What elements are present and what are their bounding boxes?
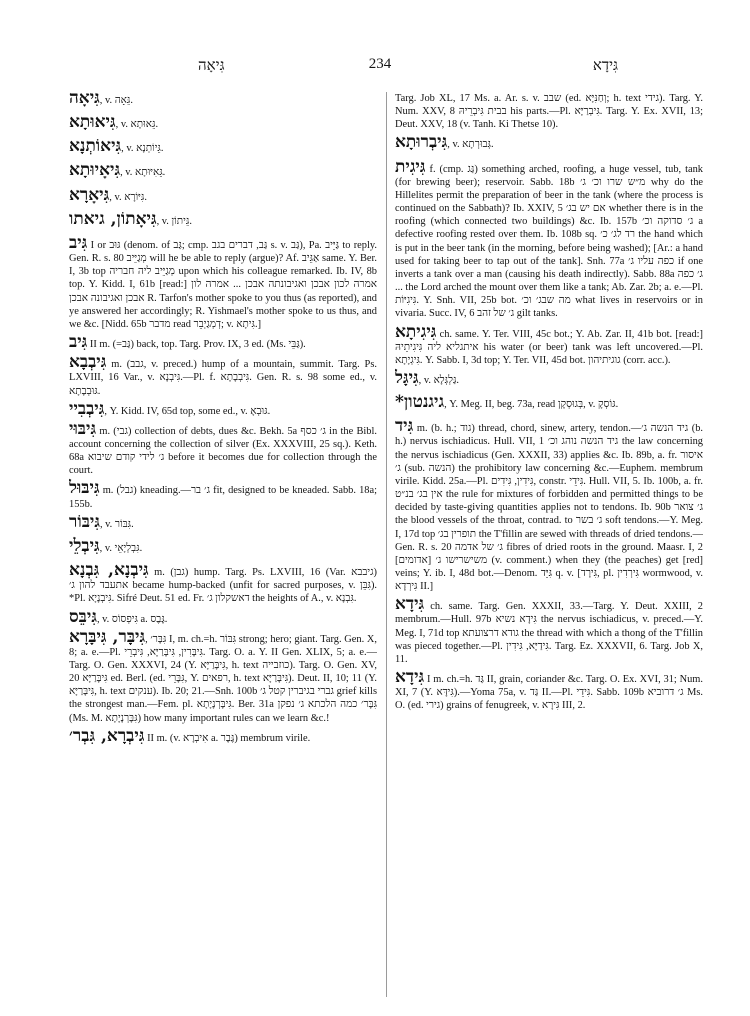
headword: גִּיבּוּל	[69, 478, 100, 499]
dictionary-entry	[69, 535, 377, 556]
entry-text: ch. same. Y. Ter. VIII, 45c bot.; Y. Ab. Zar. II, 41b bot. [read:] איתגליא ליה גִּיגִיתֵיהּ his water (or beer) tank was left uncovered.—Pl. גִּיגְיָתָא. Y. Sabb. I, 3d top; Y. Ter. VII, 45d bot. גוגיתיהון (corr. acc.).	[395, 328, 703, 366]
headword: גִּיב	[69, 332, 88, 353]
headword: גִּיבְנָא, גִּבְנָא	[69, 560, 149, 581]
entry-text: , v. גֵּיתוֹן.	[156, 215, 192, 227]
headword: גִּיבָּר, גִּיבָּרָא	[69, 626, 146, 647]
headword: גִּיבּוּי	[69, 418, 97, 439]
dictionary-entry	[69, 208, 377, 229]
dictionary-entry	[69, 560, 377, 605]
headword: גִּיבֵּס	[69, 606, 97, 627]
entry-text: , v. גְּבוּרְתָא.	[447, 139, 494, 151]
entry-text: f. (cmp. גַּג) something arched, roofing, a huge vessel, tub, tank (for brewing beer); reservoir. Sabb. 18b מ״ש שרו וכ׳ ג׳ why do the Hillelites permit the preparation of beer in the tank (where the process is continued on the Sabbath)? Ib. XXIV, 5 אם יש בג׳ whether there is in the roofing (which connected two buildings) &c. Ib. 157b ג׳ סדוקה וכ׳ a defective roofing rested over them. Ib. 108b sq. רד לג׳ כ׳ the hand which is put in the beer tank (in the morning, before being washed); [Ar.: a hand used for taking beer to tap out of the tank]. Snh. 77a כפה עליו ג׳ if one inverts a tank over a man (causing his death indirectly). Sabb. 88a ג׳ כפה ... the Lord arched the mount over them like a tank; Ab. Zar. 2b; a. e.—Pl. גִּיגִיּוֹת. Y. Snh. VII, 25b bot. מה שבג׳ וכ׳ what lives in reservoirs or in vivaria. Succ. IV, 6 ג׳ של זהב gilt tanks.	[395, 163, 703, 320]
entry-text: , v. גֵּאוּתָא.	[115, 119, 159, 131]
dictionary-entry	[69, 478, 377, 510]
headword: גִּיב	[69, 232, 88, 253]
headword: גִּיגָּל	[395, 367, 419, 388]
dictionary-entry	[395, 594, 703, 666]
entry-text: ch. same. Targ. Gen. XXXII, 33.—Targ. Y. Deut. XXIII, 2 membrum.—Hull. 97b גִּידָא נשיא the nervus ischiadicus, v. preced.—Y. Meg. I, 71d top גודא דרצועתא the thread with which a thong of the T'fillin was pieced together.—Pl. גִּידַיָּא, גִּידִין. Targ. Ez. XXXVII, 6. Targ. Job X, 11.	[395, 601, 703, 665]
headword: גִּיבְבִיי	[69, 398, 105, 419]
headword: גִּיאָרָא	[69, 184, 110, 205]
headword: גִּיבְבָא	[69, 352, 107, 373]
entry-text: m. (גבי) collection of debts, dues &c. Bekh. 5a ג׳ כסף in the Bibl. account concerning the collection of silver (Ex. XXXVIII, 25 sq.). Keth. 68a ג׳ לידי קודם שיבוא before it becomes due for collection through the court.	[69, 425, 377, 477]
headword: גִּיאוּתָא	[69, 112, 116, 133]
headword: גִּיגִית	[395, 156, 426, 177]
entry-text: II m. (v. אִיבְרָא a. גֶּבֶר) membrum virile.	[147, 732, 311, 744]
dictionary-entry	[69, 725, 377, 746]
headword: גיגנטון*	[395, 392, 445, 413]
entry-text: m. (גבב, v. preced.) hump of a mountain, summit. Targ. Ps. LXVIII, 16 Var., v. גִּיבְנָא.—Pl. f. גִּיבְבָתָא. Gen. R. s. 98 some ed., v. גּוּבְבָתָא.	[69, 359, 377, 397]
dictionary-entry	[395, 367, 703, 388]
dictionary-entry	[395, 132, 703, 153]
page-header	[80, 54, 680, 76]
entry-text: , Y. Meg. II, beg. 73a, read בְּגוּסְקָן, v. גּוֹסְקָ.	[444, 399, 619, 411]
entry-text: , v. גֵּיוֹתְנָא.	[121, 143, 164, 155]
headword: גִּיבְלֵי	[69, 535, 100, 556]
dictionary-entry	[69, 511, 377, 532]
dictionary-entry	[69, 112, 377, 133]
entry-text: Targ. Job XL, 17 Ms. a. Ar. s. v. שבב (ed. וְחַנִּיָּא; h. text גידי). Targ. Y. Num. XXV, 8 בבית גִּיבְרֵיהּ his parts.—Pl. גִּיבְרַיָּא. Targ. Y. Ex. XVII, 13; Deut. XXV, 18 (v. Tanh. Ki Thetse 10).	[395, 93, 703, 131]
entry-text: , Y. Kidd. IV, 65d top, some ed., v. גּוּבְאָ.	[104, 405, 271, 417]
headword: גִּיבְרָא, גִּבְר׳	[69, 725, 145, 746]
dictionary-entry	[69, 418, 377, 478]
left-column	[69, 92, 377, 997]
header-right-word: גִּידָא	[592, 56, 618, 74]
dictionary-entry	[395, 416, 703, 593]
dictionary-entry	[69, 352, 377, 397]
dictionary-entry	[69, 184, 377, 205]
dictionary-entry	[69, 398, 377, 419]
entry-text: m. (b. h.; גוד) thread, chord, sinew, artery, tendon.—גיד הנשה ג׳ (b. h.) nervus ischiadicus. Hull. VII, 1 גיד הנשה נוהג וכ׳ the law concerning the nervus ischiadicus (Gen. XXXII, 33) applies &c. Ib. 89b, a. fr. איסור ג׳ (sub. הנשה) the prohibitory law concerning &c.—Euphem. membrum virile. Kidd. 25a.—Pl. גִּידִין, גִּידִים, constr. גִּידֵי. Hull. VII, 5. Ib. 100b, a. fr. אין בג׳ בנ״ט the rule for mixtures of forbidden and permitted things to be decided by taste-giving quantities applies not to tendons. Ib. 90b ג׳ צואר the blood vessels of the throat, contrad. to ג׳ בשר soft tendons.—Y. Meg. I, 17d top תופרין בג׳ the T'fillin are sewed with threads of dried tendons.—Gen. R. s. 20 ג׳ של אדמה fibres of dried roots in the ground. Maasr. I, 2 משישרישו ג׳ [אדומים] (v. comment.) when they (the peaches) get [red] veins; Y. ib. I, 48d bot.—Denom. גִּיֵּד q. v. [גִּירָד, pl. גִּירְדִין wormwood, v. גִּירְדָא II.]	[395, 423, 703, 593]
right-column	[395, 92, 703, 997]
column-divider	[386, 92, 387, 997]
headword: גִּיאָתוֹן, גיאתו	[69, 208, 157, 229]
entry-text: , v. גִּבְלְיָאֵי.	[99, 542, 143, 554]
entry-text: I or גּוּב (denom. of גַּב; cmp. גַּב, דברים בגב s. v. גַּב), Pa. גַּיֵּיב to reply. Gen. R. s. 80 מְגַיֵּיב will he be able to reply (argue)? Af. אַגֵּיב same. Y. Ber. I, 3b top מְגַיֵּיב ליה חבריה upon which his colleague remarked. Ib. IV, 8b top. Y. Kidd. I, 61b [read:] אמרה לכון אבכן ואגיבונתה אבכן ... אמרה לון אבכן ואגיבונה אבכן R. Tarfon's mother spoke to you thus (as reported), and ye answered her accordingly; R. Yishmael's mother spoke to us thus, and we &c. [Nidd. 65b מדבר read דְמְגַיְבֵר; v. גִּיתָא.]	[69, 239, 377, 330]
headword: גִּיאָה	[69, 92, 100, 108]
dictionary-entry	[395, 92, 703, 131]
dictionary-entry	[69, 136, 377, 157]
dictionary-entry	[395, 321, 703, 367]
headword: גִּיגִיתָא	[395, 321, 437, 342]
entry-text: , גִּבָּר׳ I, m. ch.=h. גִּבּוֹר strong; hero; giant. Targ. Gen. X, 8; a. e.—Pl. גִּיבָּרִין, גִּיבָּרַיָּא, גִּיבְרֵי. Targ. O. a. Y. II Gen. XLIX, 5; a. e.—Targ. O. Gen. XXXVI, 24 (Y. גִּיבָּרַיָּא, h. text כוזבייה). Targ. O. Gen. XV, 20 גִּיבָּרַיָּא ed. Berl. (ed. גִּבָּרֵי, Y. רפאים, h. text גִּיבָּרַיָּא). Deut. II, 10; 11 (Y. גִּיבָּרַיָּא, h. text ענקים). Ib. 20; 21.—Snh. 100b גברי בגיברין קטל ג׳ grief kills the strongest man.—Fem. pl. גִּיבָּרְנָיָתָא. Ber. 31a גִּבָּר׳ כמה הלכתא ג׳ נפקן (Ms. M. גִּבָּרְנָיָתָא) how many important rules can we learn &c.!	[69, 633, 377, 724]
headword: גִּיאוֹתְנָא	[69, 136, 122, 157]
dictionary-entry	[395, 156, 703, 321]
headword: גִּידָא	[395, 667, 425, 688]
dictionary-entry	[395, 667, 703, 712]
dictionary-entry	[69, 160, 377, 181]
dictionary-entry	[395, 392, 703, 413]
headword: גִּיבְרוּתָא	[395, 132, 448, 153]
dictionary-entry	[69, 332, 377, 353]
dictionary-entry	[69, 232, 377, 331]
entry-text: , v. גַּלְגְּלָא.	[418, 374, 459, 386]
headword: גִּיד	[395, 416, 414, 437]
page-number: 234	[368, 56, 392, 72]
headword: גִּיבּוֹר	[69, 511, 100, 532]
entry-text: m. (גבל) kneading.—ג׳ בר fit, designed to be kneaded. Sabb. 18a; 155b.	[69, 485, 377, 510]
entry-text: m. (גבן) hump. Targ. Ps. LXVIII, 16 (Var. גיבבא) אתעבד להון ג׳ became hump-backed (unfit for sacred purposes, v. גִּבֵּן). *Pl. גִּיבְנָיָא. Sifré Deut. 51 ed. Fr. דאשקלון ג׳ the heights of A., v. גִּבְנָא.	[69, 567, 377, 605]
headword: גִּידָא	[395, 594, 425, 615]
header-left-word: גִּיאָה	[198, 56, 225, 74]
entry-text: I m. ch.=h. גַּד II, grain, coriander &c. Targ. O. Ex. XVI, 31; Num. XI, 7 (Y. גִּידָּא).—Yoma 75a, v. גַּד II.—Pl. גִּידֵי. Sabb. 109b ג׳ דרוביא Ms. O. (ed. גירי) grains of fenugreek, v. גִּירָא III, 2.	[395, 674, 703, 712]
entry-text: , v. גֵּאִיּוּתָא.	[120, 167, 166, 179]
entry-text: , v. גִּבּוֹר.	[99, 518, 134, 530]
entry-text: , v. גִּיפְסוֹס a. גֶּבֶס.	[96, 613, 168, 625]
entry-text: , v. גֵּאָה.	[99, 95, 133, 106]
entry-text: , v. גִּיּוֹרָא.	[109, 191, 147, 203]
dictionary-entry	[69, 626, 377, 725]
dictionary-entry	[69, 606, 377, 627]
headword: גִּיאָיוּתָא	[69, 160, 121, 181]
entry-text: II m. (=גַּב) back, top. Targ. Prov. IX, 3 ed. (Ms. גַּבֵּי).	[89, 339, 306, 351]
dictionary-entry	[69, 92, 377, 107]
